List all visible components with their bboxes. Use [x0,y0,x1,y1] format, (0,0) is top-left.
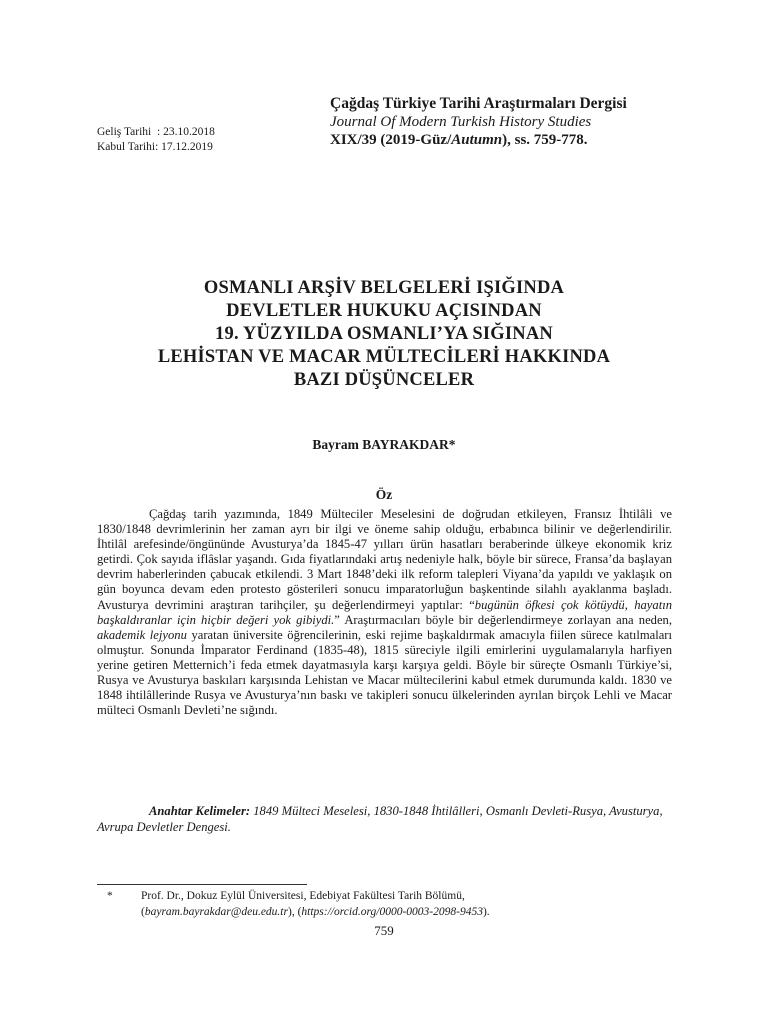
submission-dates [97,125,215,155]
orcid-link[interactable]: https://orcid.org/0000-0003-2098-9453 [301,906,483,918]
abstract-quote: bugünün öfkesi çok kötüydü, hayatın başkaldıranlar için hiçbir değeri yok gibiydi. [97,597,672,627]
received-label: Geliş Tarihi [97,126,152,138]
journal-title-tr: Çağdaş Türkiye Tarihi Araştırmaları Dergisi [330,95,627,112]
title-line: LEHİSTAN VE MACAR MÜLTECİLERİ HAKKINDA [157,347,611,367]
footnote-line-2 [141,904,672,920]
accepted-label: Kabul Tarihi: [97,141,159,153]
author-email-link[interactable]: bayram.bayrakdar@deu.edu.tr [144,906,288,918]
keywords-label: Anahtar Kelimeler: [149,804,251,818]
volume-season: Autumn [451,132,503,148]
abstract-text: ” Araştırmacıları böyle bir değerlendirmeye zorlayan ana neden, [334,612,672,627]
page-number: 759 [374,923,394,938]
journal-volume [330,131,730,149]
keywords [97,804,672,835]
received-date [97,125,215,140]
journal-header [330,95,730,149]
title-line: 19. YÜZYILDA OSMANLI’YA SIĞINAN [215,324,553,344]
title-line: BAZI DÜŞÜNCELER [293,370,475,390]
footnote-paren: ( [141,906,145,918]
abstract-body [97,507,672,718]
footnote-marker: * [107,890,113,902]
journal-title-en: Journal Of Modern Turkish History Studies [330,114,592,130]
abstract-text: Çağdaş tarih yazımında, 1849 Mülteciler Meselesini de doğrudan etkileyen, Fransız İhtilâli ve 1830/1848 devrimlerinin her zaman ayrı bir ilgi ve öneme sahip olduğu, erbabınca bilinir ve değerlendirilir. İhtilâl arefesinde/öngününde Avusturya’da 1845-47 yılları ürün hasatları beraberinde ülkeye ekonomik kriz getirdi. Çok sayıda iflâslar yaşandı. Gıda fiyatlarındaki artış nedeniyle halk, böyle bir sürece, Fransa’da başlayan devrim haberlerinden çabucak etkilendi. 3 Mart 1848’deki ilk reform talepleri Viyana’da yapıldı ve yaklaşık on gün boyunca devam eden protesto gösterileri sonucu imparatorluğun başkentinde silahlı ayaklanma başladı. Avusturya devrimini araştıran tarihçiler, şu değerlendirmeyi yaptılar: “ [97,507,672,612]
received-value: : 23.10.2018 [157,126,215,138]
title-line: DEVLETLER HUKUKU AÇISINDAN [226,301,542,321]
abstract-heading: Öz [375,487,393,502]
volume-pages: ), ss. 759-778. [502,132,588,148]
footnote-rule [97,884,307,885]
title-line: OSMANLI ARŞİV BELGELERİ IŞIĞINDA [203,278,565,298]
keywords-text: 1849 Mülteci Meselesi, 1830-1848 İhtilâlleri, Osmanlı Devleti-Rusya, Avusturya, Avrupa Devletler Dengesi. [97,804,663,834]
footnote-line-1: Prof. Dr., Dokuz Eylül Üniversitesi, Edebiyat Fakültesi Tarih Bölümü, [141,890,465,902]
article-title [100,277,668,392]
abstract-text: yaratan üniversite öğrencilerinin, eski rejime başkaldırmak amacıyla fiilen sürece katılmaları olmuştur. Sonunda İmparator Ferdinand (1835-48), 1815 süreciyle ilgili emirlerini uygulamalarıyla harfiyen yerine getiren Metternich’i feda etmek dayatmasıyla karşı karşıya geldi. Böyle bir süreçte Osmanlı Türkiye’si, Rusya ve Avusturya baskıları karşısında Lehistan ve Macar mültecilerini kabul etmek durumunda kaldı. 1830 ve 1848 ihtilâllerinde Rusya ve Avusturya’nın baskı ve takipleri sonucu ülkelerinden ayrılan birçok Lehli ve Macar mülteci Osmanlı Devleti’ne sığındı. [97,627,672,718]
author-name: Bayram BAYRAKDAR* [312,437,456,452]
abstract-term: akademik lejyonu [97,627,187,642]
volume-prefix: XIX/39 (2019-Güz/ [330,132,452,148]
footnote-separator: ), ( [287,906,302,918]
footnote [97,888,672,920]
accepted-date [97,140,215,155]
footnote-close: ). [482,906,490,918]
accepted-value: 17.12.2019 [161,141,213,153]
